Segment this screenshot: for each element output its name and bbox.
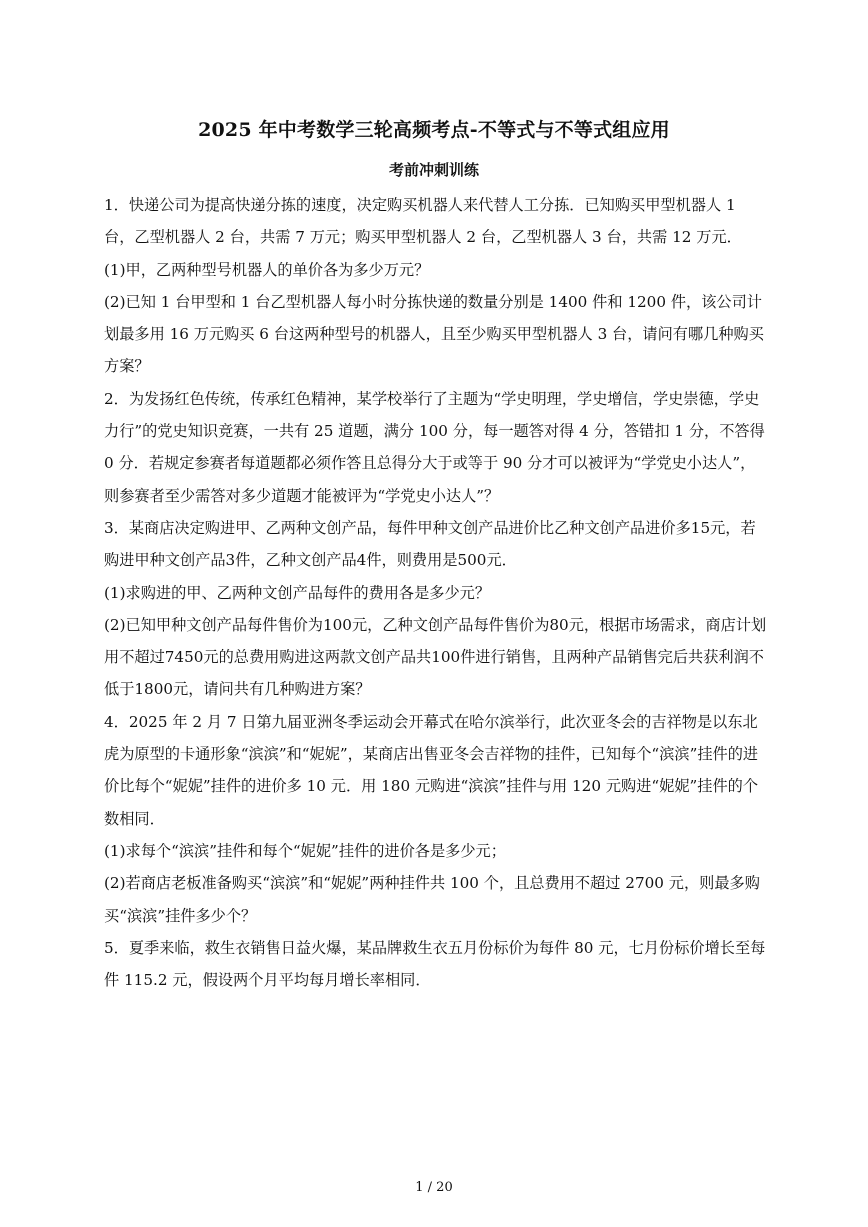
paragraph-q2: 2．为发扬红色传统，传承红色精神，某学校举行了主题为“学史明理，学史增信，学史崇德，学史力行”的党史知识竞赛，一共有 25 道题，满分 100 分，每一题答对得 4 分，答错扣 1 分，不答得 0 分．若规定参赛者每道题都必须作答且总得分大于或等于 90 分才可以被评为“学党史小达人”，则参赛者至少需答对多少道题才能被评为“学党史小达人”？ [104,389,765,505]
paragraph-q1: 1．快递公司为提高快递分拣的速度，决定购买机器人来代替人工分拣．已知购买甲型机器人 1 台，乙型机器人 2 台，共需 7 万元；购买甲型机器人 2 台，乙型机器人 3 台，共需 12 万元． [104,196,742,247]
paragraph-q3-part2: (2)已知甲种文创产品每件售价为100元，乙种文创产品每件售价为80元，根据市场需求，商店计划用不超过7450元的总费用购进这两款文创产品共100件进行销售，且两种产品销售完后共获利润不低于1800元，请问共有几种购进方案？ [104,615,767,699]
paragraph-q4: 4．2025 年 2 月 7 日第九届亚洲冬季运动会开幕式在哈尔滨举行，此次亚冬会的吉祥物是以东北虎为原型的卡通形象“滨滨”和“妮妮”，某商店出售亚冬会吉祥物的挂件，已知每个“滨滨”挂件的进价比每个“妮妮”挂件的进价多 10 元．用 180 元购进“滨滨”挂件与用 120 元购进“妮妮”挂件的个数相同． [104,712,759,828]
document-subtitle: 考前冲刺训练 [388,161,479,179]
paragraph-q5: 5．夏季来临，救生衣销售日益火爆，某品牌救生衣五月份标价为每件 80 元，七月份标价增长至每件 115.2 元，假设两个月平均每月增长率相同． [104,938,766,990]
document-title: 2025 年中考数学三轮高频考点-不等式与不等式组应用 [198,119,670,141]
paragraph-q1-part1: (1)甲，乙两种型号机器人的单价各为多少万元？ [104,260,430,279]
paragraph-q1-part2: (2)已知 1 台甲型和 1 台乙型机器人每小时分拣快递的数量分别是 1400 件和 1200 件，该公司计划最多用 16 万元购买 6 台这两种型号的机器人，且至少购买甲型机器人 3 台，请问有哪几种购买方案？ [104,292,764,376]
paragraph-q4-part2: (2)若商店老板准备购买“滨滨”和“妮妮”两种挂件共 100 个，且总费用不超过 2700 元，则最多购买“滨滨”挂件多少个？ [104,874,760,925]
page-number: 1 / 20 [415,1180,453,1195]
paragraph-q3: 3．某商店决定购进甲、乙两种文创产品，每件甲种文创产品进价比乙种文创产品进价多15元，若购进甲种文创产品3件，乙种文创产品4件，则费用是500元． [104,518,756,570]
paragraph-q3-part1: (1)求购进的甲、乙两种文创产品每件的费用各是多少元？ [104,583,491,602]
document-body [104,189,768,996]
paragraph-q4-part1: (1)求每个“滨滨”挂件和每个“妮妮”挂件的进价各是多少元； [104,841,506,860]
